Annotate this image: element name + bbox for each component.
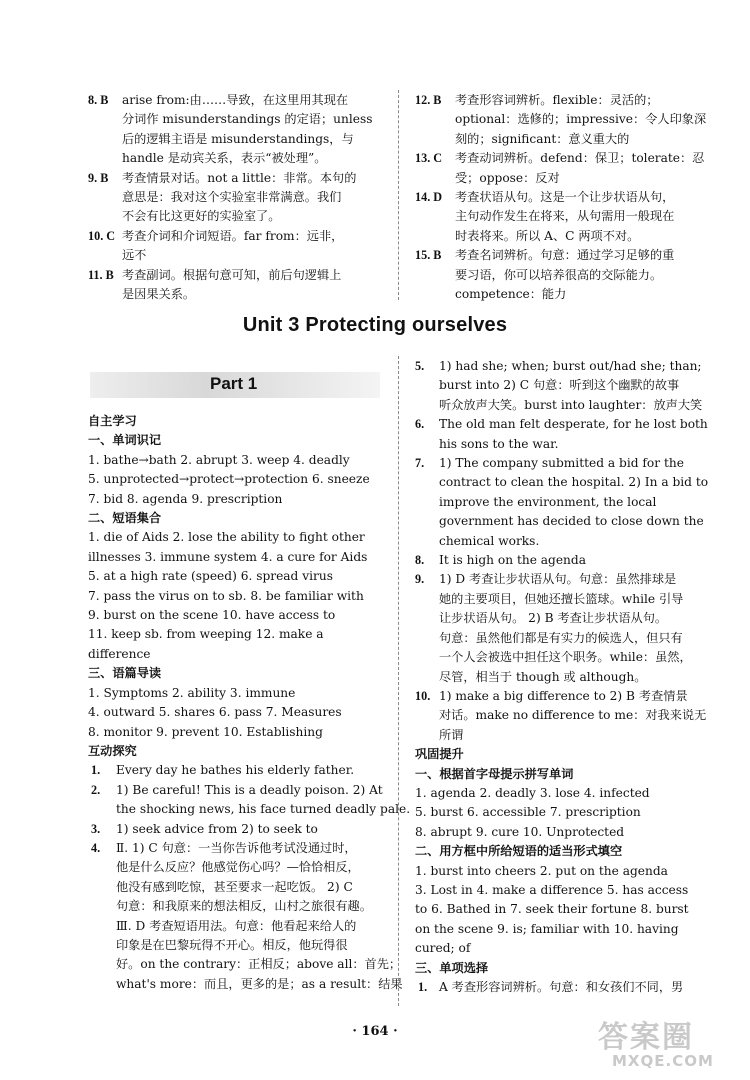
answer-text-line: 不会有比这更好的实验室了。	[122, 209, 281, 224]
answer-text	[116, 839, 403, 994]
answer-line: 1. die of Aids 2. lose the ability to fight other	[88, 530, 365, 545]
answer-text	[116, 781, 410, 820]
answer-text	[455, 246, 705, 304]
answer-text-line: Every day he bathes his elderly father.	[116, 763, 355, 778]
top-left-answers	[88, 91, 385, 304]
answer-text-line: 意思是：我对这个实验室非常满意。我们	[122, 190, 342, 205]
answer-line: 1. bathe→bath 2. abrupt 3. weep 4. deadly	[88, 452, 350, 467]
top-right-answers	[415, 91, 705, 304]
answer-line: 1. burst into cheers 2. put on the agenda	[415, 863, 668, 878]
answer-item	[415, 454, 709, 551]
answer-number: 1.	[88, 763, 101, 778]
section-heading: 互动探究	[88, 743, 137, 758]
answer-number: 3.	[88, 821, 101, 836]
answer-text	[439, 551, 705, 570]
column-divider-bottom	[398, 356, 399, 1006]
section-heading: 巩固提升	[415, 747, 464, 762]
answer-text-line: Ⅲ. D 考查短语用法。句意：他看起来给人的	[116, 918, 357, 933]
watermark-text: 答案圈	[598, 1020, 694, 1055]
answer-item	[415, 91, 705, 149]
answer-text	[116, 761, 385, 780]
answer-item	[88, 761, 385, 780]
answer-text	[455, 91, 706, 149]
answer-item	[88, 781, 411, 820]
answer-line: 11. keep sb. from weeping 12. make a	[88, 627, 324, 642]
answer-text-line: 考查状语从句。这是一个让步状语从句，	[455, 190, 675, 205]
answer-line: cured; of	[415, 941, 471, 956]
answer-line: 1. agenda 2. deadly 3. lose 4. infected	[415, 785, 650, 800]
answer-text-line: 后的逻辑主语是 misunderstandings，与	[122, 131, 354, 146]
answer-line: 5. burst 6. accessible 7. prescription	[415, 805, 641, 820]
answer-number: 14. D	[415, 190, 443, 205]
right-column	[415, 357, 709, 997]
answer-line: 4. outward 5. shares 6. pass 7. Measures	[88, 705, 342, 720]
answer-text	[455, 149, 705, 188]
answer-line: difference	[88, 646, 151, 661]
answer-text-line: A 考查形容词辨析。句意：和女孩们不同，男	[439, 980, 684, 994]
watermark-domain: MXQE.COM	[612, 1052, 714, 1070]
answer-text-line: 让步状语从句。 2) B 考查让步状语从句。	[439, 611, 668, 626]
answer-text-line: 时表将来。所以 A、C 两项不对。	[455, 228, 640, 243]
answer-text-line: chemical works.	[439, 533, 540, 548]
answer-text-line: 好。on the contrary：正相反；above all：首先；	[116, 957, 402, 972]
section-heading: 二、短语集合	[88, 511, 162, 526]
answer-text-line: contract to clean the hospital. 2) In a bid to	[439, 475, 709, 490]
answer-line: 7. pass the virus on to sb. 8. be familiar with	[88, 588, 364, 603]
answer-text-line: 考查形容词辨析。flexible：灵活的；	[455, 93, 659, 107]
answer-line: 3. Lost in 4. make a difference 5. has access	[415, 882, 689, 897]
answer-text	[455, 188, 705, 246]
answer-text-line: arise from:由……导致，在这里用其现在	[122, 93, 349, 107]
answer-item	[415, 246, 705, 304]
answer-text-line: competence：能力	[455, 287, 567, 302]
answer-text	[439, 415, 708, 454]
answer-number: 1.	[415, 980, 428, 994]
answer-line: 5. unprotected→protect→protection 6. sneeze	[88, 472, 370, 487]
answer-text-line: It is high on the agenda	[439, 553, 586, 568]
page-number: · 164 ·	[352, 1024, 398, 1039]
answer-number: 9. B	[88, 170, 109, 185]
answer-text-line: 尽管，相当于 though 或 although。	[439, 669, 647, 684]
answer-text	[439, 978, 705, 997]
answer-text-line: 要习语，你可以培养很高的交际能力。	[455, 267, 663, 282]
answer-number: 8. B	[88, 93, 109, 107]
answer-item	[88, 266, 385, 305]
answer-item	[415, 357, 705, 415]
section-heading: 一、根据首字母提示拼写单词	[415, 766, 574, 781]
answer-text-line: 分词作 misunderstandings 的定语；unless	[122, 112, 373, 127]
answer-text-line: 句意：虽然他们都是有实力的候选人，但只有	[439, 630, 683, 645]
section-heading: 一、单词识记	[88, 433, 162, 448]
answer-text-line: The old man felt desperate, for he lost both	[439, 417, 708, 432]
answer-item	[415, 978, 705, 997]
section-heading: 三、语篇导读	[88, 666, 162, 681]
answer-text-line: 是因果关系。	[122, 287, 196, 302]
answer-text-line: what's more：而且，更多的是；as a result：结果	[116, 976, 403, 991]
answer-text-line: 1) The company submitted a bid for the	[439, 456, 684, 471]
answer-item	[88, 839, 403, 994]
answer-number: 10.	[415, 688, 431, 703]
answer-text-line: 考查情景对话。not a little：非常。本句的	[122, 170, 357, 185]
section-heading: 自主学习	[88, 414, 137, 428]
answer-item	[415, 551, 705, 570]
section-heading: 三、单项选择	[415, 960, 489, 975]
answer-text	[116, 820, 385, 839]
answer-line: 8. abrupt 9. cure 10. Unprotected	[415, 824, 625, 839]
answer-text-line: burst into 2) C 句意：听到这个幽默的故事	[439, 378, 680, 393]
part-title: Part 1	[210, 374, 258, 393]
answer-text	[122, 266, 385, 305]
answer-number: 7.	[415, 456, 425, 471]
part-banner	[90, 372, 380, 398]
answer-text-line: 1) had she; when; burst out/had she; than;	[439, 359, 702, 373]
answer-item	[415, 415, 708, 454]
answer-line: 5. at a high rate (speed) 6. spread virus	[88, 569, 333, 584]
answer-text-line: handle 是动宾关系，表示“被处理”。	[122, 151, 327, 166]
left-column	[88, 412, 411, 994]
answer-item	[88, 820, 385, 839]
answer-line: to 6. Bathed in 7. seek their fortune 8. burst	[415, 902, 689, 917]
answer-text-line: 听众放声大笑。burst into laughter：放声大笑	[439, 397, 703, 412]
answer-line: 1. Symptoms 2. ability 3. immune	[88, 685, 296, 700]
answer-text-line: 1) make a big difference to 2) B 考查情景	[439, 688, 688, 703]
answer-item	[88, 227, 385, 266]
answer-item	[88, 169, 385, 227]
answer-line: 9. burst on the scene 10. have access to	[88, 608, 336, 623]
section-heading: 二、用方框中所给短语的适当形式填空	[415, 844, 623, 859]
answer-item	[415, 149, 705, 188]
answer-text	[439, 570, 705, 686]
answer-item	[88, 91, 385, 169]
answer-number: 11. B	[88, 267, 114, 282]
column-divider-top	[398, 90, 399, 300]
answer-text-line: 考查介词和介词短语。far from：远非，	[122, 228, 344, 243]
answer-text-line: 印象是在巴黎玩得不开心。相反，他玩得很	[116, 937, 348, 952]
answer-text	[122, 169, 385, 227]
answer-text-line: 考查副词。根据句意可知，前后句逻辑上	[122, 267, 342, 282]
answer-number: 15. B	[415, 248, 442, 263]
answer-text	[122, 91, 385, 169]
answer-line: on the scene 9. is; familiar with 10. having	[415, 921, 679, 936]
answer-item	[415, 570, 705, 686]
answer-text-line: the shocking news, his face turned deadly pale.	[116, 802, 411, 817]
answer-text-line: 1) Be careful! This is a deadly poison. 2) At	[116, 782, 383, 797]
watermark-logo	[592, 1012, 742, 1074]
answer-text	[439, 357, 705, 415]
answer-number: 8.	[415, 553, 425, 568]
answer-text-line: 对话。make no difference to me：对我来说无	[439, 708, 707, 723]
answer-text-line: 句意：和我原来的想法相反，山村之旅很有趣。	[116, 899, 372, 914]
answer-number: 5.	[415, 359, 425, 373]
answer-text-line: 他没有感到吃惊，甚至要求一起吃饭。 2) C	[116, 879, 353, 894]
answer-text-line: government has decided to close down the	[439, 514, 704, 529]
answer-text-line: 远不	[122, 248, 147, 263]
answer-text-line: Ⅱ. 1) C 句意：一当你告诉他考试没通过时，	[116, 840, 357, 855]
answer-text	[122, 227, 385, 266]
answer-number: 10. C	[88, 228, 116, 243]
answer-item	[415, 687, 705, 745]
answer-number: 6.	[415, 417, 425, 432]
answer-number: 12. B	[415, 93, 442, 107]
answer-line: 7. bid 8. agenda 9. prescription	[88, 491, 283, 506]
answer-text-line: improve the environment, the local	[439, 494, 657, 509]
answer-number: 4.	[88, 840, 101, 855]
answer-text-line: 受；oppose：反对	[455, 170, 560, 185]
answer-number: 13. C	[415, 151, 443, 166]
answer-text-line: optional：选修的；impressive：令人印象深	[455, 112, 707, 127]
answer-text	[439, 687, 706, 745]
answer-text-line: 1) D 考查让步状语从句。句意：虽然排球是	[439, 572, 677, 587]
answer-text	[439, 454, 708, 551]
answer-text-line: his sons to the war.	[439, 436, 559, 451]
answer-line: 8. monitor 9. prevent 10. Establishing	[88, 724, 323, 739]
answer-text-line: 所谓	[439, 727, 464, 742]
answer-number: 2.	[88, 782, 101, 797]
unit-title: Unit 3 Protecting ourselves	[242, 314, 508, 336]
answer-text-line: 一个人会被选中担任这个职务。while：虽然，	[439, 650, 692, 665]
answer-text-line: 主句动作发生在将来，从句需用一般现在	[455, 209, 675, 224]
answer-line: illnesses 3. immune system 4. a cure for Aids	[88, 549, 368, 564]
answer-text-line: 1) seek advice from 2) to seek to	[116, 821, 318, 836]
answer-text-line: 他是什么反应？他感觉伤心吗？—恰恰相反，	[116, 860, 360, 875]
answer-text-line: 刻的；significant：意义重大的	[455, 131, 630, 146]
answer-text-line: 她的主要项目，但她还擅长篮球。while 引导	[439, 591, 684, 606]
answer-text-line: 考查动词辨析。defend：保卫；tolerate：忍	[455, 151, 705, 166]
answer-number: 9.	[415, 572, 425, 587]
answer-text-line: 考查名词辨析。句意：通过学习足够的重	[455, 248, 675, 263]
answer-item	[415, 188, 705, 246]
